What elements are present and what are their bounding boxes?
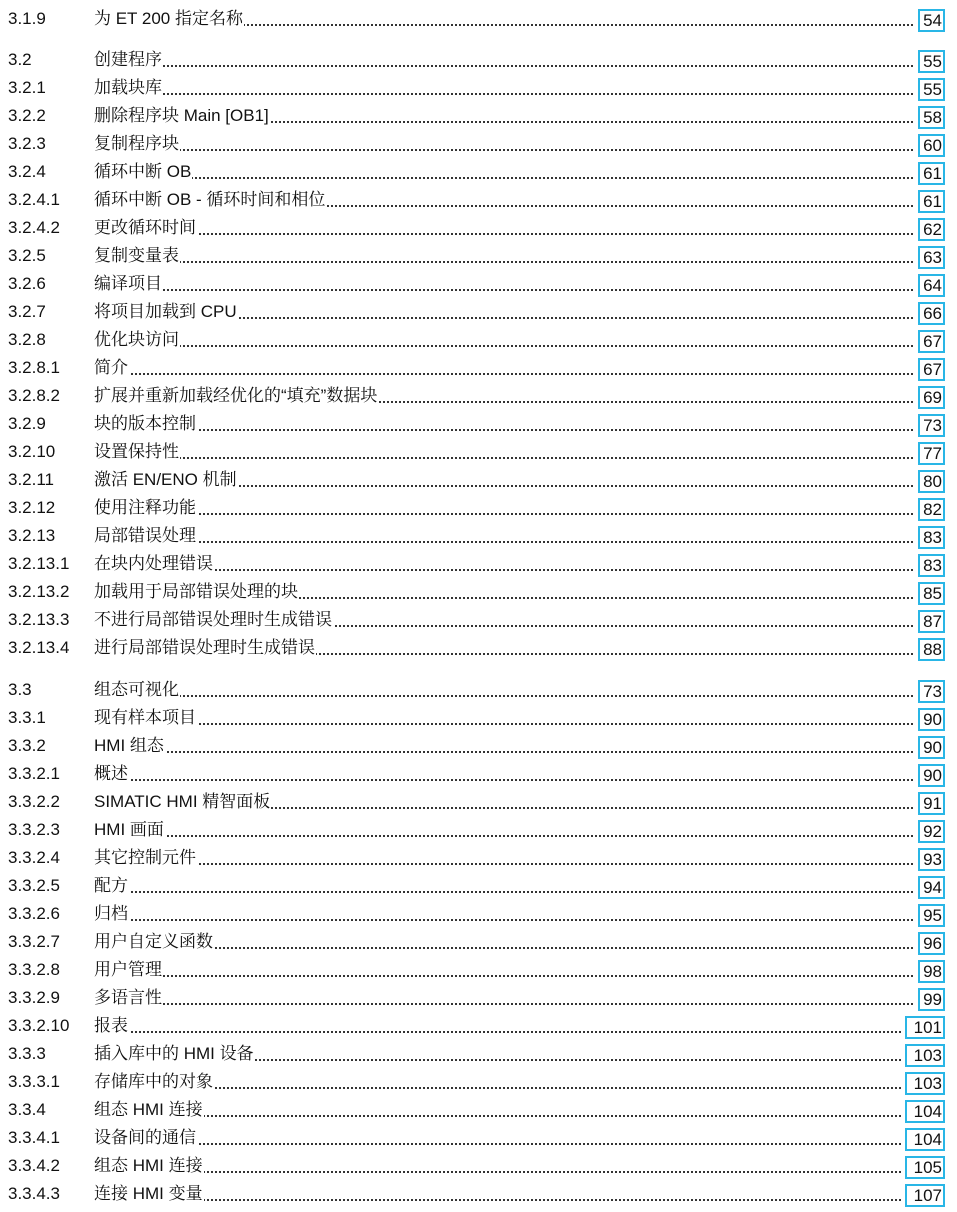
toc-entry-title[interactable]: 循环中断 OB - 循环时间和相位: [94, 190, 326, 209]
dot-leader: [94, 751, 913, 753]
page-link[interactable]: 91: [918, 792, 945, 815]
toc-entry-title[interactable]: 报表: [94, 1016, 128, 1035]
toc-entry[interactable]: [0, 186, 957, 214]
toc-entry-title[interactable]: 概述: [94, 764, 128, 783]
toc-entry[interactable]: [0, 158, 957, 186]
toc-entry-title[interactable]: 激活 EN/ENO 机制: [94, 470, 237, 489]
toc-entry-title[interactable]: 连接 HMI 变量: [94, 1184, 203, 1203]
dot-leader: [94, 947, 913, 949]
toc-entry-number: 3.2.4.1: [8, 190, 60, 209]
dot-leader: [94, 1199, 901, 1201]
toc-entry[interactable]: [0, 466, 957, 494]
toc-entry[interactable]: [0, 1152, 957, 1180]
toc-entry[interactable]: [0, 900, 957, 928]
dot-leader: [94, 835, 913, 837]
toc-entry[interactable]: [0, 732, 957, 760]
toc-entry-title[interactable]: 加载块库: [94, 78, 162, 97]
toc-entry[interactable]: [0, 354, 957, 382]
toc-entry-title[interactable]: 简介: [94, 358, 128, 377]
toc-entry-number: 3.2.9: [8, 414, 46, 433]
toc-entry-title[interactable]: HMI 组态: [94, 736, 164, 755]
toc-entry[interactable]: [0, 872, 957, 900]
toc-entry-title[interactable]: 在块内处理错误: [94, 554, 213, 573]
toc-entry-title[interactable]: 设置保持性: [94, 442, 179, 461]
toc-entry[interactable]: [0, 326, 957, 354]
page-link[interactable]: 107: [905, 1184, 945, 1207]
toc-entry-title[interactable]: 扩展并重新加载经优化的“填充”数据块: [94, 386, 378, 405]
toc-entry[interactable]: [0, 984, 957, 1012]
page-link[interactable]: 55: [918, 78, 945, 101]
toc-entry-title[interactable]: 配方: [94, 876, 128, 895]
toc-entry-number: 3.2.13.3: [8, 610, 70, 629]
toc-entry-number: 3.3.3: [8, 1044, 46, 1063]
toc-entry-number: 3.3.2: [8, 736, 46, 755]
toc-entry-number: 3.2.4: [8, 162, 46, 181]
toc-entry-number: 3.3: [8, 680, 32, 699]
toc-entry-number: 3.2.13.2: [8, 582, 70, 601]
toc-entry-number: 3.2.8.1: [8, 358, 60, 377]
dot-leader: [94, 177, 913, 179]
toc-entry[interactable]: [0, 46, 957, 74]
dot-leader: [94, 695, 913, 697]
toc-entry-title[interactable]: SIMATIC HMI 精智面板: [94, 792, 271, 811]
toc-entry-title[interactable]: 进行局部错误处理时生成错误: [94, 638, 315, 657]
toc-entry[interactable]: [0, 438, 957, 466]
toc-entry-title[interactable]: 存储库中的对象: [94, 1072, 213, 1091]
toc-entry[interactable]: [0, 1040, 957, 1068]
page-link[interactable]: 90: [918, 736, 945, 759]
toc-entry-title[interactable]: 创建程序: [94, 50, 162, 69]
toc-entry[interactable]: [0, 578, 957, 606]
dot-leader: [94, 919, 913, 921]
dot-leader: [94, 149, 913, 151]
page-link[interactable]: 104: [905, 1128, 945, 1151]
toc-entry[interactable]: [0, 130, 957, 158]
toc-entry-number: 3.3.4.3: [8, 1184, 60, 1203]
page-link[interactable]: 63: [918, 246, 945, 269]
page-link[interactable]: 92: [918, 820, 945, 843]
toc-entry-title[interactable]: 局部错误处理: [94, 526, 196, 545]
toc-entry-title[interactable]: 不进行局部错误处理时生成错误: [94, 610, 332, 629]
toc-entry-title[interactable]: 用户管理: [94, 960, 162, 979]
page-link[interactable]: 61: [918, 190, 945, 213]
toc-entry[interactable]: [0, 760, 957, 788]
toc-entry-number: 3.2.1: [8, 78, 46, 97]
toc-entry[interactable]: [0, 5, 957, 33]
toc-entry-title[interactable]: 用户自定义函数: [94, 932, 213, 951]
toc-entry[interactable]: [0, 816, 957, 844]
toc-entry[interactable]: [0, 788, 957, 816]
toc-entry[interactable]: [0, 214, 957, 242]
toc-entry-number: 3.2.8: [8, 330, 46, 349]
page-link[interactable]: 67: [918, 358, 945, 381]
page-link[interactable]: 83: [918, 526, 945, 549]
toc-entry-number: 3.2.12: [8, 498, 56, 517]
toc-entry[interactable]: [0, 1180, 957, 1208]
toc-entry-number: 3.3.2.4: [8, 848, 60, 867]
toc-entry[interactable]: [0, 928, 957, 956]
page-link[interactable]: 55: [918, 50, 945, 73]
page-link[interactable]: 98: [918, 960, 945, 983]
toc-entry[interactable]: [0, 298, 957, 326]
toc-entry-number: 3.1.9: [8, 9, 46, 28]
page-link[interactable]: 67: [918, 330, 945, 353]
toc-entry-number: 3.3.3.1: [8, 1072, 60, 1091]
page-link[interactable]: 105: [905, 1156, 945, 1179]
toc-entry[interactable]: [0, 704, 957, 732]
page-link[interactable]: 94: [918, 876, 945, 899]
toc-entry-title[interactable]: 循环中断 OB: [94, 162, 192, 181]
toc-entry-number: 3.3.2.3: [8, 820, 60, 839]
dot-leader: [94, 233, 913, 235]
toc-entry-number: 3.3.2.6: [8, 904, 60, 923]
page-link[interactable]: 60: [918, 134, 945, 157]
toc-entry-title[interactable]: 现有样本项目: [94, 708, 196, 727]
dot-leader: [94, 1087, 901, 1089]
dot-leader: [94, 65, 913, 67]
toc-entry[interactable]: [0, 1012, 957, 1040]
toc-entry[interactable]: [0, 102, 957, 130]
toc-entry-number: 3.2.4.2: [8, 218, 60, 237]
toc-entry-title[interactable]: 组态 HMI 连接: [94, 1100, 203, 1119]
dot-leader: [94, 429, 913, 431]
dot-leader: [94, 863, 913, 865]
page-link[interactable]: 82: [918, 498, 945, 521]
toc-entry-number: 3.3.2.8: [8, 960, 60, 979]
toc-entry-title[interactable]: 复制变量表: [94, 246, 179, 265]
toc-entry-title[interactable]: 使用注释功能: [94, 498, 196, 517]
toc-entry-number: 3.2.13.4: [8, 638, 70, 657]
toc-entry-number: 3.2.8.2: [8, 386, 60, 405]
toc-entry-number: 3.2: [8, 50, 32, 69]
toc-entry-title[interactable]: 块的版本控制: [94, 414, 196, 433]
toc-entry[interactable]: [0, 494, 957, 522]
page-link[interactable]: 90: [918, 708, 945, 731]
toc-entry-number: 3.2.13.1: [8, 554, 70, 573]
toc-entry-title[interactable]: 为 ET 200 指定名称: [94, 9, 243, 28]
toc-entry-title[interactable]: 归档: [94, 904, 128, 923]
toc-entry-number: 3.3.4: [8, 1100, 46, 1119]
dot-leader: [94, 541, 913, 543]
toc-entry-title[interactable]: 其它控制元件: [94, 848, 196, 867]
dot-leader: [94, 779, 913, 781]
page-link[interactable]: 83: [918, 554, 945, 577]
page-link[interactable]: 96: [918, 932, 945, 955]
toc-entry-number: 3.2.2: [8, 106, 46, 125]
page-link[interactable]: 54: [918, 9, 945, 32]
page-link[interactable]: 73: [918, 414, 945, 437]
toc-entry[interactable]: [0, 550, 957, 578]
page-link[interactable]: 103: [905, 1072, 945, 1095]
toc-entry[interactable]: [0, 410, 957, 438]
toc-entry[interactable]: [0, 74, 957, 102]
toc-entry[interactable]: [0, 676, 957, 704]
page-link[interactable]: 61: [918, 162, 945, 185]
toc-entry-title[interactable]: 组态 HMI 连接: [94, 1156, 203, 1175]
page-link[interactable]: 77: [918, 442, 945, 465]
page-link[interactable]: 58: [918, 106, 945, 129]
page-link[interactable]: 101: [905, 1016, 945, 1039]
page-link[interactable]: 80: [918, 470, 945, 493]
dot-leader: [94, 93, 913, 95]
page-link[interactable]: 99: [918, 988, 945, 1011]
toc-entry-title[interactable]: 加载用于局部错误处理的块: [94, 582, 298, 601]
page-link[interactable]: 87: [918, 610, 945, 633]
page-link[interactable]: 95: [918, 904, 945, 927]
toc-entry[interactable]: [0, 1124, 957, 1152]
dot-leader: [94, 891, 913, 893]
toc-entry[interactable]: [0, 1068, 957, 1096]
toc-entry-title[interactable]: 删除程序块 Main [OB1]: [94, 106, 269, 125]
toc-entry-title[interactable]: 组态可视化: [94, 680, 179, 699]
toc-entry-number: 3.3.2.10: [8, 1016, 70, 1035]
toc-entry-number: 3.2.5: [8, 246, 46, 265]
toc-entry-title[interactable]: 插入库中的 HMI 设备: [94, 1044, 254, 1063]
page-link[interactable]: 104: [905, 1100, 945, 1123]
toc-entry-number: 3.3.2.5: [8, 876, 60, 895]
toc-entry-number: 3.3.2.2: [8, 792, 60, 811]
toc-entry-number: 3.3.2.7: [8, 932, 60, 951]
dot-leader: [94, 975, 913, 977]
toc-entry[interactable]: [0, 1096, 957, 1124]
toc-entry-number: 3.2.7: [8, 302, 46, 321]
toc-entry-number: 3.2.10: [8, 442, 56, 461]
toc-entry-title[interactable]: 更改循环时间: [94, 218, 196, 237]
dot-leader: [94, 457, 913, 459]
dot-leader: [94, 1171, 901, 1173]
toc-entry[interactable]: [0, 382, 957, 410]
toc-entry[interactable]: [0, 634, 957, 662]
dot-leader: [94, 1031, 901, 1033]
toc-entry-title[interactable]: 多语言性: [94, 988, 162, 1007]
toc-entry-number: 3.3.4.2: [8, 1156, 60, 1175]
page-link[interactable]: 73: [918, 680, 945, 703]
toc-entry-title[interactable]: 设备间的通信: [94, 1128, 196, 1147]
toc-entry-title[interactable]: 将项目加载到 CPU: [94, 302, 237, 321]
dot-leader: [94, 723, 913, 725]
toc-entry-title[interactable]: 复制程序块: [94, 134, 179, 153]
page-link[interactable]: 88: [918, 638, 945, 661]
page-link[interactable]: 64: [918, 274, 945, 297]
toc-entry-number: 3.2.11: [8, 470, 55, 489]
dot-leader: [94, 289, 913, 291]
toc-entry[interactable]: [0, 270, 957, 298]
dot-leader: [94, 1115, 901, 1117]
toc-entry[interactable]: [0, 242, 957, 270]
toc-entry[interactable]: [0, 522, 957, 550]
toc-entry-number: 3.3.2.9: [8, 988, 60, 1007]
toc-entry-number: 3.2.6: [8, 274, 46, 293]
toc-entry-title[interactable]: HMI 画面: [94, 820, 164, 839]
dot-leader: [94, 1143, 901, 1145]
dot-leader: [94, 569, 913, 571]
page-link[interactable]: 66: [918, 302, 945, 325]
toc-entry-number: 3.2.3: [8, 134, 46, 153]
toc-entry-number: 3.2.13: [8, 526, 56, 545]
toc-entry-number: 3.3.2.1: [8, 764, 60, 783]
dot-leader: [94, 1003, 913, 1005]
page-link[interactable]: 85: [918, 582, 945, 605]
toc-entry[interactable]: [0, 606, 957, 634]
toc-entry-number: 3.3.4.1: [8, 1128, 60, 1147]
page-link[interactable]: 103: [905, 1044, 945, 1067]
dot-leader: [94, 513, 913, 515]
toc-entry-number: 3.3.1: [8, 708, 46, 727]
toc-entry-title[interactable]: 编译项目: [94, 274, 162, 293]
page-link[interactable]: 90: [918, 764, 945, 787]
toc-entry[interactable]: [0, 844, 957, 872]
page-link[interactable]: 93: [918, 848, 945, 871]
page-link[interactable]: 69: [918, 386, 945, 409]
page-link[interactable]: 62: [918, 218, 945, 241]
toc-entry[interactable]: [0, 956, 957, 984]
dot-leader: [94, 373, 913, 375]
dot-leader: [94, 345, 913, 347]
toc-entry-title[interactable]: 优化块访问: [94, 330, 179, 349]
dot-leader: [94, 261, 913, 263]
